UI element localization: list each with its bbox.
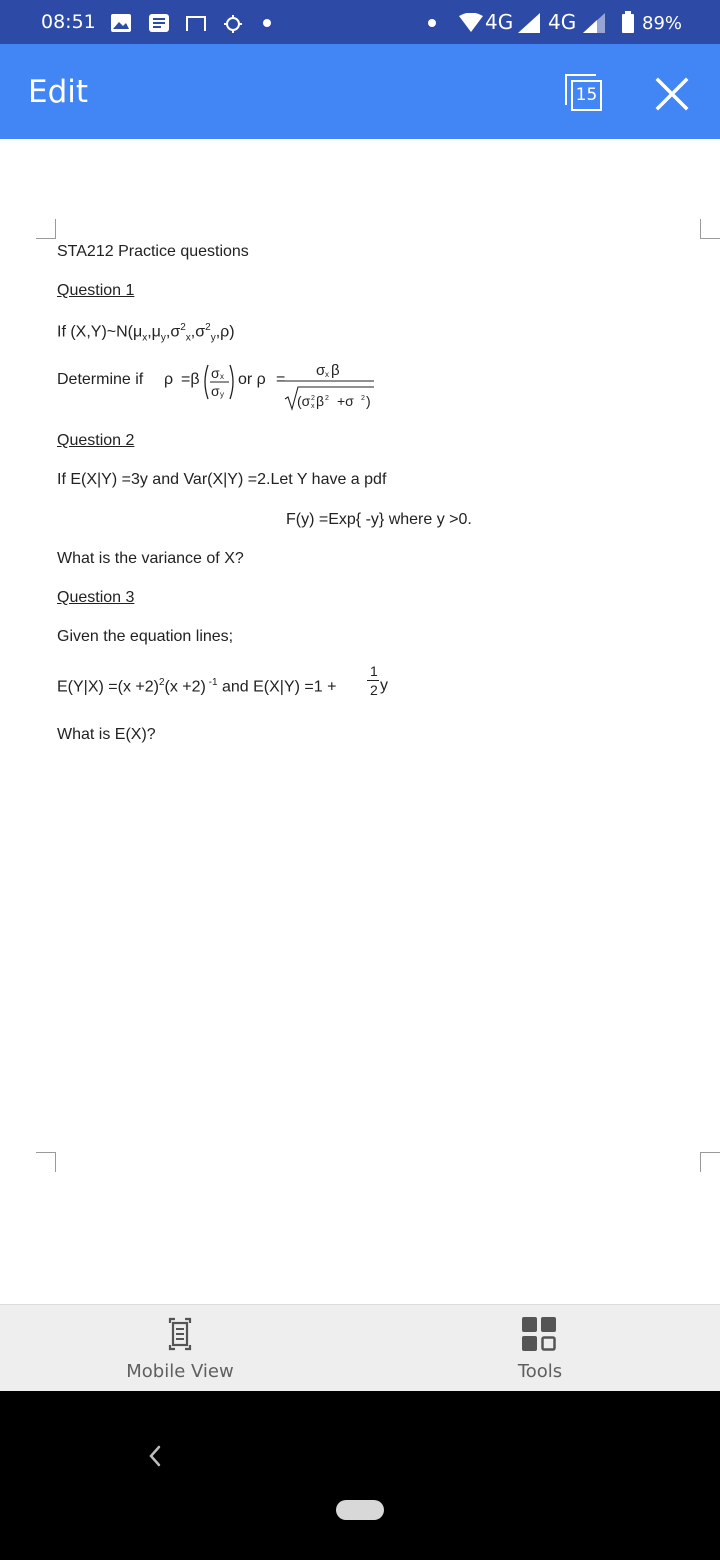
cast-icon xyxy=(185,13,207,33)
status-bar xyxy=(0,0,720,44)
equals-sign: = xyxy=(276,371,286,388)
question-3-question: What is E(X)? xyxy=(57,726,156,743)
question-3-line-1: Given the equation lines; xyxy=(57,628,234,645)
svg-text:x: x xyxy=(311,403,315,410)
debug-icon xyxy=(222,13,244,35)
svg-text:x: x xyxy=(325,370,329,379)
wifi-icon xyxy=(458,13,484,33)
dot-icon xyxy=(262,13,272,33)
close-button[interactable] xyxy=(652,74,692,114)
home-pill[interactable] xyxy=(336,1500,384,1520)
signal-icon-1 xyxy=(517,12,541,34)
bottom-toolbar xyxy=(0,1304,720,1391)
mobile-view-button[interactable] xyxy=(80,1305,280,1392)
svg-text:): ) xyxy=(366,393,371,409)
status-time: 08:51 xyxy=(41,11,96,33)
svg-text:β: β xyxy=(331,362,340,379)
page-count: 15 xyxy=(571,80,602,111)
tools-icon xyxy=(522,1317,558,1353)
network-label-1: 4G xyxy=(485,10,514,34)
rho-fraction xyxy=(282,357,378,415)
fraction-numerator: 1 xyxy=(370,663,378,679)
question-3-equation: $E(Y|X) =(x +2)^2(x +2)$ $^{-1}$ and E(X|Y) =1 + xyxy=(57,677,337,696)
svg-text:β: β xyxy=(316,393,325,409)
question-2-line-1: If E(X|Y) =3y and Var(X|Y) =2.Let Y have a pdf xyxy=(57,471,387,488)
svg-text:(σ: (σ xyxy=(297,393,311,409)
app-bar xyxy=(0,44,720,139)
svg-text:y: y xyxy=(220,390,224,399)
mobile-view-icon xyxy=(166,1317,194,1351)
svg-text:+σ: +σ xyxy=(337,393,354,409)
question-1-line: If $(X,Y)\sim N(\mu_x,\mu_y,\sigma^2_x,\sigma^2_y,\rho)$ xyxy=(57,322,235,344)
mobile-view-label: Mobile View xyxy=(126,1361,234,1382)
image-icon xyxy=(110,13,132,33)
tools-button[interactable] xyxy=(440,1305,640,1392)
eq-mid: (x +2) xyxy=(164,678,206,696)
fraction-denominator: 2 xyxy=(370,682,378,698)
question-1-title: Question 1 xyxy=(57,282,135,299)
system-nav-bar xyxy=(0,1391,720,1560)
or-rho: or ρ xyxy=(238,371,266,388)
eq-and: and E(X|Y) =1 + xyxy=(217,678,337,696)
question-2-title: Question 2 xyxy=(57,432,135,449)
signal-icon-2 xyxy=(582,12,606,34)
rho-symbol: ρ xyxy=(164,371,174,388)
svg-text:2: 2 xyxy=(311,395,315,402)
eq-left: E(Y|X) =(x +2) xyxy=(57,678,159,696)
svg-text:x: x xyxy=(220,372,224,381)
tools-label: Tools xyxy=(517,1361,563,1382)
svg-text:σ: σ xyxy=(211,383,220,399)
document-page[interactable] xyxy=(0,139,720,1304)
svg-text:2: 2 xyxy=(325,395,329,402)
equals-beta: =β xyxy=(181,371,200,388)
dot-icon-right xyxy=(427,13,437,33)
svg-text:σ: σ xyxy=(316,362,326,379)
document-heading: STA212 Practice questions xyxy=(57,243,249,260)
battery-percent: 89% xyxy=(642,13,683,34)
close-icon xyxy=(652,74,692,114)
network-label-2: 4G xyxy=(548,10,577,34)
question-2-line-2: F(y) =Exp{ -y} where y >0. xyxy=(286,511,472,528)
svg-text:2: 2 xyxy=(361,395,365,402)
fraction-bar xyxy=(367,680,379,681)
message-icon xyxy=(148,13,170,33)
document-area[interactable] xyxy=(0,139,720,1304)
eq-y: y xyxy=(380,677,388,694)
sigma-ratio-fraction xyxy=(202,361,236,403)
app-title[interactable]: Edit xyxy=(28,74,89,110)
question-3-title: Question 3 xyxy=(57,589,135,606)
question-2-question: What is the variance of X? xyxy=(57,550,244,567)
back-icon[interactable] xyxy=(145,1441,167,1471)
page-count-button[interactable] xyxy=(565,74,605,114)
question-1-determine: Determine if xyxy=(57,371,144,388)
battery-icon xyxy=(622,11,634,33)
svg-text:σ: σ xyxy=(211,365,220,381)
